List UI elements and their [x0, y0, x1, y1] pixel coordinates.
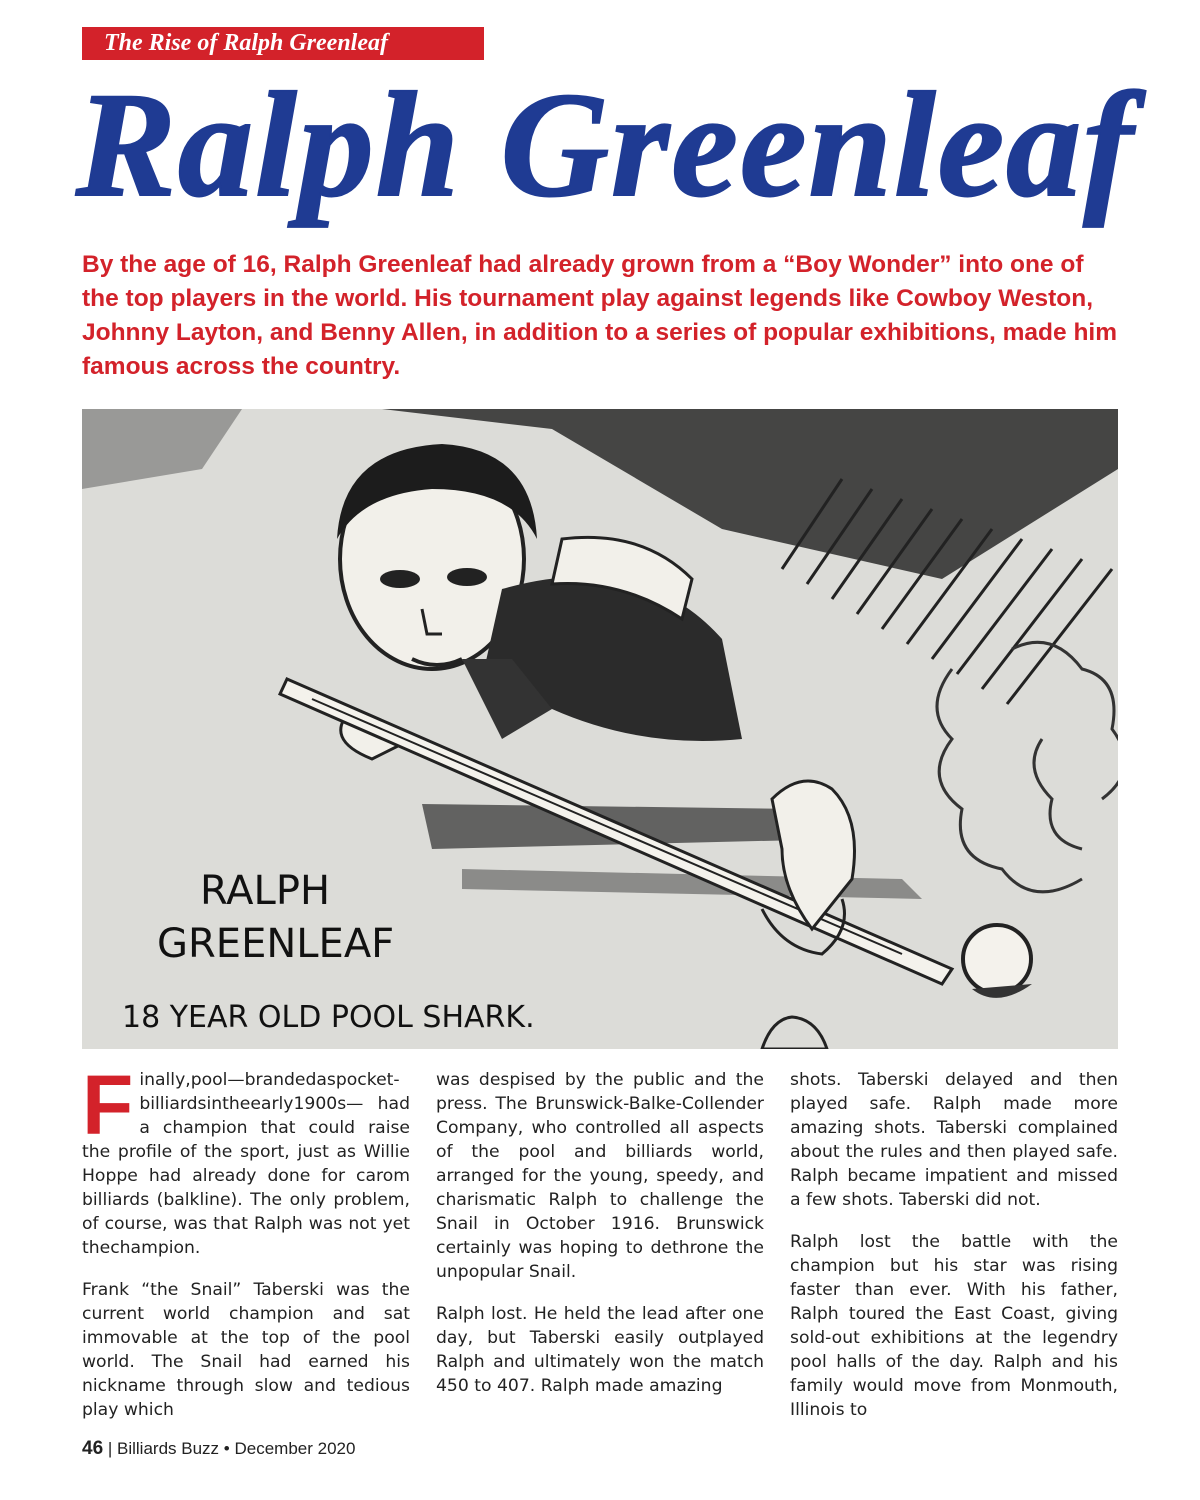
paragraph: Frank “the Snail” Taberski was the current world champion and sat immovable at the top of the pool world. The Snail had earned his nickname through slow and tedious play which	[82, 1280, 410, 1420]
issue-date: December 2020	[234, 1439, 356, 1458]
caption-line-3: 18 YEAR OLD POOL SHARK.	[122, 1000, 535, 1035]
article-illustration	[82, 409, 1118, 1049]
article-deck: By the age of 16, Ralph Greenleaf had already grown from a “Boy Wonder” into one of the top players in the world. His tournament play against legends like Cowboy Weston, Johnny Layton, and Benny Allen, in addition to a series of popular exhibitions, made him famous across the country.	[82, 251, 1118, 380]
body-column-1	[82, 1058, 410, 1440]
article-body	[82, 1058, 1118, 1428]
body-column-3	[790, 1068, 1118, 1440]
paragraph: Ralph lost the battle with the champion but his star was rising faster than ever. With his father, Ralph toured the East Coast, giving sold-out exhibitions at the legendry pool halls of the day. Ralph and his family would move from Monmouth, Illinois to	[790, 1232, 1118, 1420]
newspaper-sketch	[82, 409, 1118, 1049]
section-kicker: The Rise of Ralph Greenleaf	[82, 27, 484, 60]
page-footer: 46 | Billiards Buzz • December 2020	[82, 1438, 356, 1459]
article-headline: Ralph Greenleaf	[76, 62, 1136, 228]
paragraph: shots. Taberski delayed and then played safe. Ralph made more amazing shots. Taberski complained about the rules and then played safe. Ralph became impatient and missed a few shots. Taberski did not.	[790, 1070, 1118, 1210]
paragraph: Finally,pool—brandedaspocket-billiardsintheearly1900s— had a champion that could raise the profile of the sport, just as Willie Hoppe had already done for carom billiards (balkline). The only problem, of course, was that Ralph was not yet thechampion.	[82, 1058, 410, 1258]
body-column-2	[436, 1068, 764, 1416]
caption-line-2: GREENLEAF	[157, 921, 395, 967]
drop-cap: F	[82, 1058, 134, 1152]
paragraph: Ralph lost. He held the lead after one day, but Taberski easily outplayed Ralph and ultimately won the match 450 to 407. Ralph made amazing	[436, 1304, 764, 1396]
publication-name: Billiards Buzz	[117, 1439, 220, 1458]
caption-line-1: RALPH	[200, 868, 331, 914]
page-number: 46	[82, 1438, 104, 1459]
paragraph: was despised by the public and the press. The Brunswick-Balke-Collender Company, who controlled all aspects of the pool and billiards world, arranged for the young, speedy, and charismatic Ralph to challenge the Snail in October 1916. Brunswick certainly was hoping to dethrone the unpopular Snail.	[436, 1070, 764, 1282]
